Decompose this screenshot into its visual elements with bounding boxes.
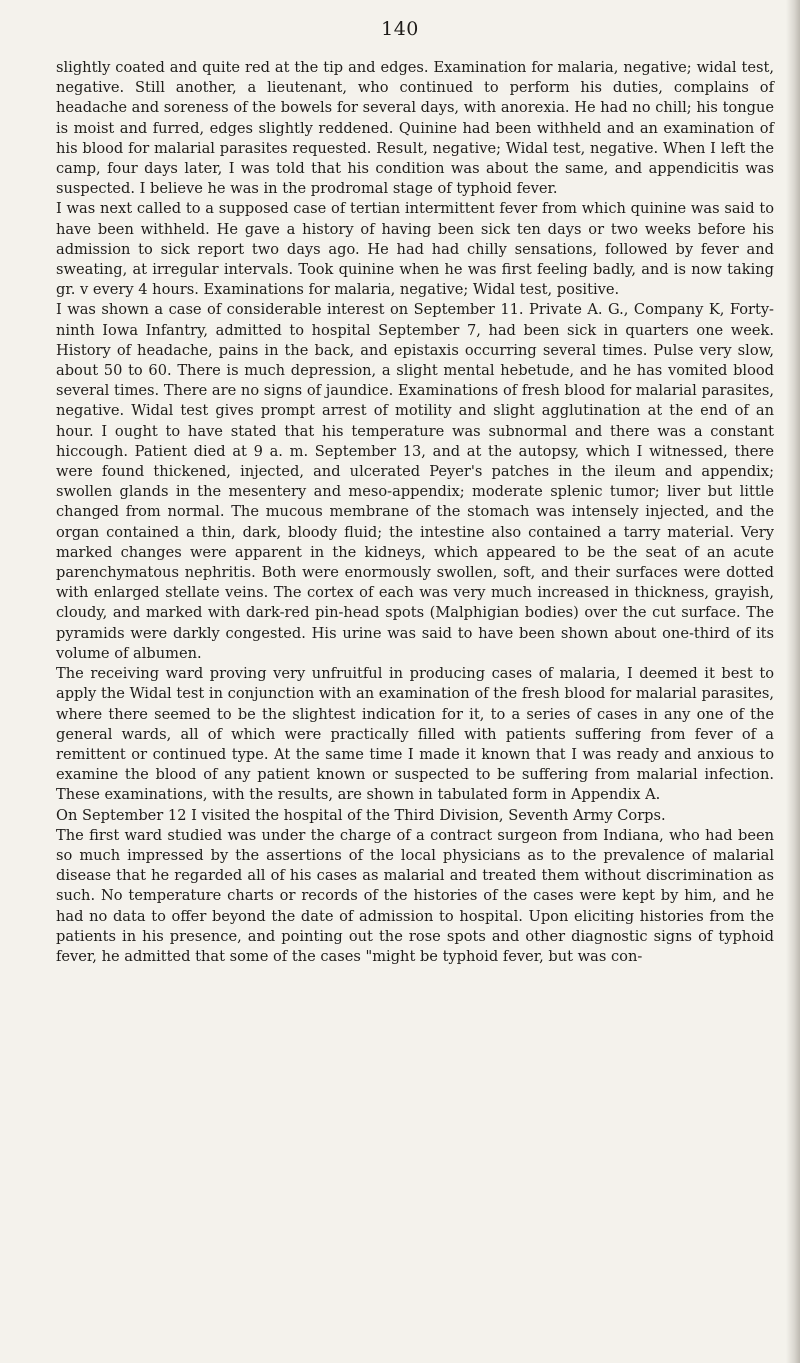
body-text [56, 58, 774, 967]
paragraph: The first ward studied was under the charge of a contract surgeon from Indiana, who had been so much impressed by the assertions of the local physicians as to the prevalence of malarial disease that he regarded all of his cases as malarial and treated them without discrimination as such. No temperature charts or records of the histories of the cases were kept by him, and he had no data to offer beyond the date of admission to hospital. Upon eliciting histories from the patients in his presence, and pointing out the rose spots and other diagnostic signs of typhoid fever, he admitted that some of the cases "might be typhoid fever, but was con- [56, 826, 774, 965]
paragraph: I was next called to a supposed case of tertian intermittent fever from which quinine was said to have been withheld. He gave a history of having been sick ten days or two weeks before his admission to sick report two days ago. He had had chilly sensations, followed by fever and sweating, at irregular intervals. Took quinine when he was first feeling badly, and is now taking gr. v every 4 hours. Examinations for malaria, negative; Widal test, positive. [56, 200, 774, 299]
page-number: 140 [381, 18, 419, 40]
paragraph: On September 12 I visited the hospital of the Third Division, Seventh Army Corps. [56, 806, 666, 824]
paragraph: The receiving ward proving very unfruitful in producing cases of malaria, I deemed it best to apply the Widal test in conjunction with an examination of the fresh blood for malarial parasites, where there seemed to be the slightest indication for it, to a series of cases in any one of the general wards, all of which were practically filled with patients suffering from fever of a remittent or continued type. At the same time I made it known that I was ready and anxious to examine the blood of any patient known or suspected to be suffering from malarial infection. These examinations, with the results, are shown in tabulated form in Appendix A. [56, 665, 774, 804]
paragraph: slightly coated and quite red at the tip and edges. Examination for malaria, negative; widal test, negative. Still another, a lieutenant, who continued to perform his duties, complains of headache and soreness of the bowels for several days, with anorexia. He had no chill; his tongue is moist and furred, edges slightly reddened. Quinine had been withheld and an examination of his blood for malarial parasites requested. Result, negative; Widal test, negative. When I left the camp, four days later, I was told that his condition was about the same, and appendicitis was suspected. I believe he was in the prodromal stage of typhoid fever. [56, 59, 774, 198]
paragraph: I was shown a case of considerable interest on September 11. Private A. G., Company K, Forty-ninth Iowa Infantry, admitted to hospital September 7, had been sick in quarters one week. History of headache, pains in the back, and epistaxis occurring several times. Pulse very slow, about 50 to 60. There is much depression, a slight mental hebetude, and he has vomited blood several times. There are no signs of jaundice. Examinations of fresh blood for malarial parasites, negative. Widal test gives prompt arrest of motility and slight agglutination at the end of an hour. I ought to have stated that his temperature was subnormal and there was a constant hiccough. Patient died at 9 a. m. September 13, and at the autopsy, which I witnessed, there were found thickened, injected, and ulcerated Peyer's patches in the ileum and appendix; swollen glands in the mesentery and meso-appendix; moderate splenic tumor; liver but little changed from normal. The mucous membrane of the stomach was intensely injected, and the organ contained a thin, dark, bloody fluid; the intestine also contained a tarry material. Very marked changes were apparent in the kidneys, which appeared to be the seat of an acute parenchymatous nephritis. Both were enormously swollen, soft, and their surfaces were dotted with enlarged stellate veins. The cortex of each was very much increased in thickness, grayish, cloudy, and marked with dark-red pin-head spots (Malphigian bodies) over the cut surface. The pyramids were darkly congested. His urine was said to have been shown about one-third of its volume of albumen. [56, 301, 774, 662]
page-edge-shadow [786, 0, 800, 1363]
